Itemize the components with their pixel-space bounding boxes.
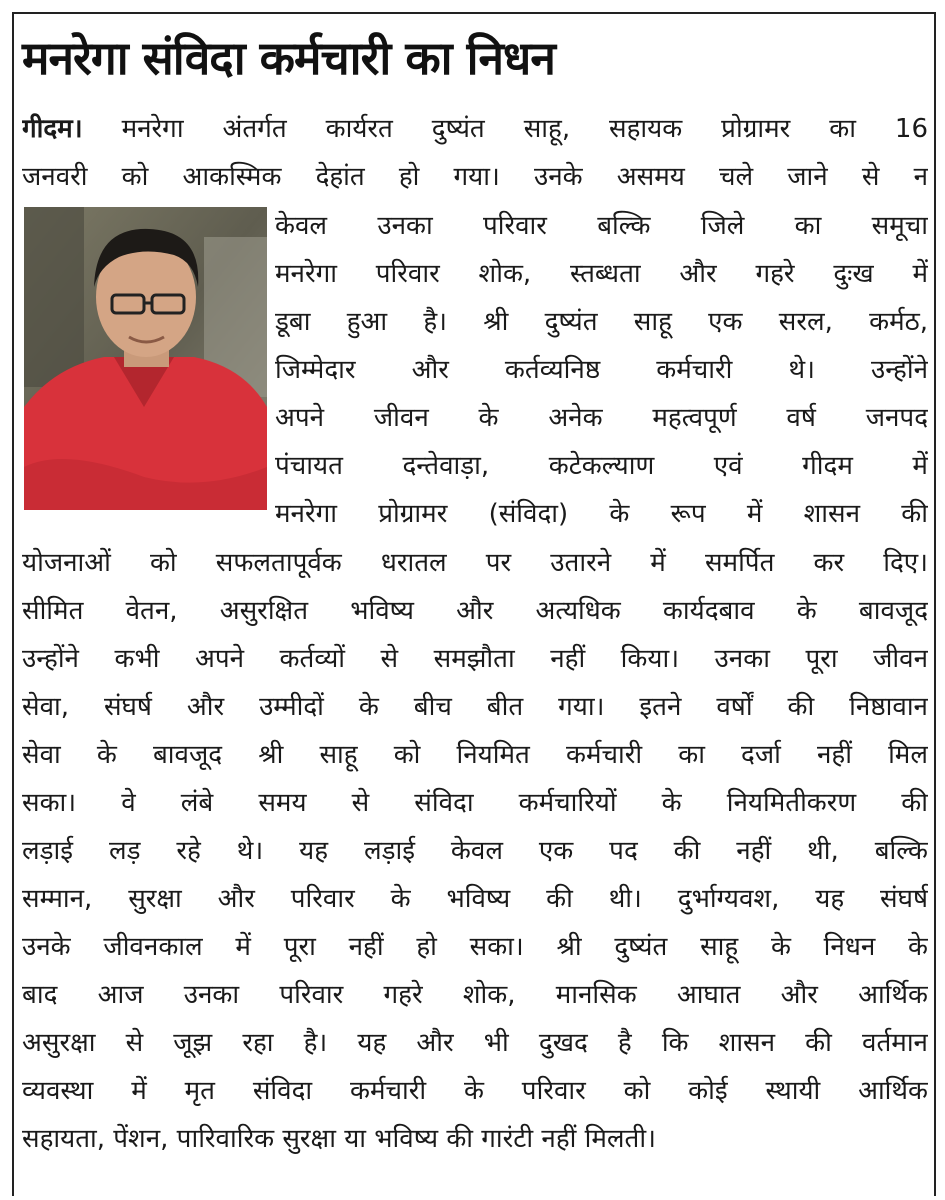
article-line: सेवा के बावजूद श्री साहू को नियमित कर्मचारी का दर्जा नहीं मिल — [22, 740, 928, 770]
article-line: केवल उनका परिवार बल्कि जिले का समूचा — [275, 211, 928, 241]
dateline: गीदम। — [22, 114, 83, 144]
article-line: पंचायत दन्तेवाड़ा, कटेकल्याण एवं गीदम में — [275, 451, 928, 481]
article-line: उनके जीवनकाल में पूरा नहीं हो सका। श्री दुष्यंत साहू के निधन के — [22, 932, 928, 962]
article-line: जनवरी को आकस्मिक देहांत हो गया। उनके असमय चले जाने से न — [22, 162, 928, 192]
article-line: लड़ाई लड़ रहे थे। यह लड़ाई केवल एक पद की नहीं थी, बल्कि — [22, 836, 928, 866]
article-line: अपने जीवन के अनेक महत्वपूर्ण वर्ष जनपद — [275, 403, 928, 433]
article-line: सहायता, पेंशन, पारिवारिक सुरक्षा या भविष्य की गारंटी नहीं मिलती। — [22, 1124, 656, 1154]
article-line: सम्मान, सुरक्षा और परिवार के भविष्य की थी। दुर्भाग्यवश, यह संघर्ष — [22, 884, 928, 914]
article-line: बाद आज उनका परिवार गहरे शोक, मानसिक आघात और आर्थिक — [22, 980, 928, 1010]
article-line: सका। वे लंबे समय से संविदा कर्मचारियों के नियमितीकरण की — [22, 788, 928, 818]
article-line: सेवा, संघर्ष और उम्मीदों के बीच बीत गया। इतने वर्षों की निष्ठावान — [22, 692, 928, 722]
article-line: योजनाओं को सफलतापूर्वक धरातल पर उतारने में समर्पित कर दिए। — [22, 548, 928, 578]
article-line: मनरेगा परिवार शोक, स्तब्धता और गहरे दुःख में — [275, 259, 928, 289]
article-line: मनरेगा प्रोग्रामर (संविदा) के रूप में शासन की — [275, 499, 928, 529]
article-line: सीमित वेतन, असुरक्षित भविष्य और अत्यधिक कार्यदबाव के बावजूद — [22, 596, 928, 626]
article-line: उन्होंने कभी अपने कर्तव्यों से समझौता नहीं किया। उनका पूरा जीवन — [22, 644, 928, 674]
article-line: असुरक्षा से जूझ रहा है। यह और भी दुखद है कि शासन की वर्तमान — [22, 1028, 928, 1058]
headline: मनरेगा संविदा कर्मचारी का निधन — [22, 31, 555, 85]
article-line: डूबा हुआ है। श्री दुष्यंत साहू एक सरल, कर्मठ, — [275, 307, 928, 337]
article-line: जिम्मेदार और कर्तव्यनिष्ठ कर्मचारी थे। उन्होंने — [275, 355, 928, 385]
article-line-text: मनरेगा अंतर्गत कार्यरत दुष्यंत साहू, सहायक प्रोग्रामर का 16 — [121, 114, 928, 144]
article-line: व्यवस्था में मृत संविदा कर्मचारी के परिवार को कोई स्थायी आर्थिक — [22, 1076, 928, 1106]
article-line — [22, 106, 928, 152]
portrait-photo-icon — [24, 207, 267, 510]
portrait-photo — [24, 207, 267, 510]
